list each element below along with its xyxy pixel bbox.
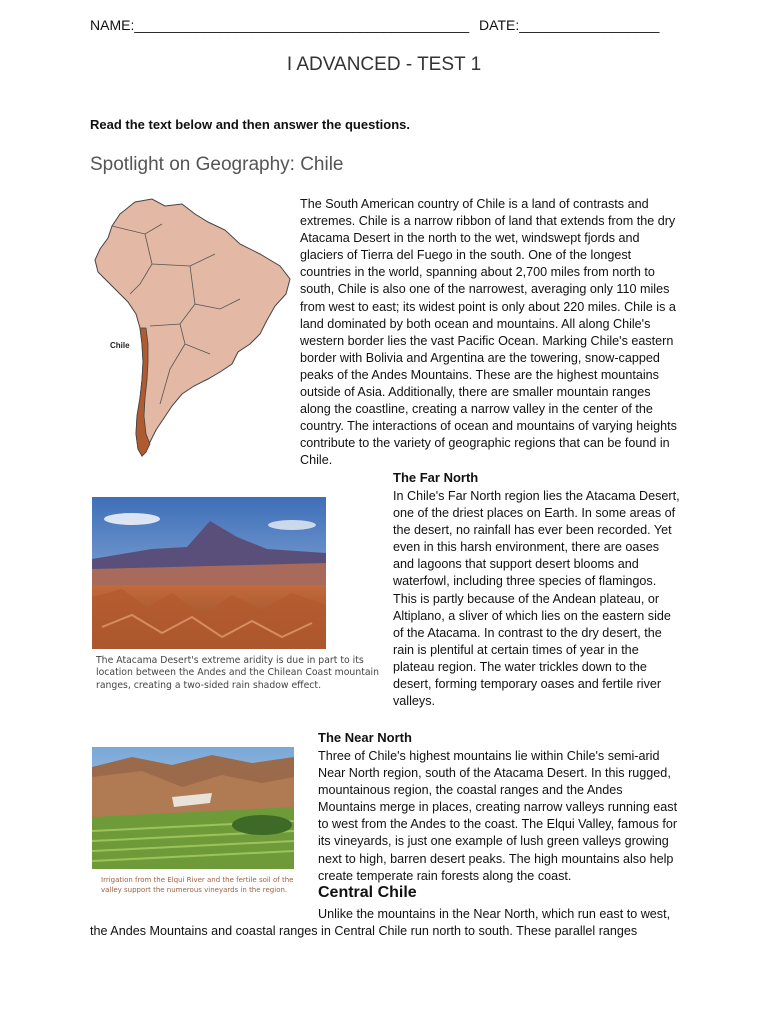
atacama-photo-caption: The Atacama Desert's extreme aridity is due in part to its location between the Andes and the Chilean Coast mountain ranges, creating a two-sided rain shadow effect. <box>96 655 380 691</box>
elqui-photo-caption: Irrigation from the Elqui River and the fertile soil of the valley support the numerous vineyards in the region. <box>101 876 294 894</box>
far-north-paragraph: In Chile's Far North region lies the Atacama Desert, one of the driest places on Earth. In some areas of the desert, no rainfall has ever been recorded. Yet even in this harsh environment, there are oases and lagoons that support desert blooms and waterfowl, including three species of flamingos. This is partly because of the Andean plateau, or Altiplano, a sliver of which lies on the eastern side of the Atacama. In contrast to the dry desert, the rain is plentiful at certain times of year in the plateau region. The water trickles down to the desert, forming temporary oases and fertile river valleys. <box>393 489 680 709</box>
atacama-desert-photo <box>92 497 326 649</box>
central-chile-heading: Central Chile <box>318 884 417 901</box>
south-america-map <box>90 194 295 460</box>
intro-paragraph: The South American country of Chile is a land of contrasts and extremes. Chile is a narrow ribbon of land that extends from the dry Atacama Desert in the north to the wet, windswept fjords and glaciers of Tierra del Fuego in the south. One of the longest countries in the world, spanning about 2,700 miles from north to south, Chile is also one of the narrowest, averaging only 110 miles from west to east; its widest point is only about 220 miles. Chile is a land dominated by both ocean and mountains. All along Chile's western border lies the vast Pacific Ocean. Marking Chile's eastern border with Bolivia and Argentina are the towering, snow-capped peaks of the Andes Mountains. These are the highest mountains outside of Asia. Additionally, there are smaller mountain ranges along the coastline, creating a narrow valley in the center of the country. The interactions of ocean and mountains of varying heights contribute to the variety of geographic regions that can be found in Chile. <box>300 197 677 468</box>
date-field-label: DATE:__________________ <box>479 17 660 33</box>
near-north-heading: The Near North <box>318 730 412 745</box>
name-field-label: NAME:___________________________________________ <box>90 17 470 33</box>
continent-shape <box>95 199 290 456</box>
near-north-paragraph: Three of Chile's highest mountains lie within Chile's semi-arid Near North region, south of the Atacama Desert. In this rugged, mountainous region, the coastal ranges and the Andes Mountains merge in places, creating narrow valleys running east to west from the Andes to the coast. The Elqui Valley, famous for its vineyards, is just one example of lush green valleys growing next to high, barren desert peaks. The high mountains also help create temperate rain forests along the coast. <box>318 749 678 883</box>
elqui-valley-photo <box>92 747 294 869</box>
central-chile-text-line-2: the Andes Mountains and coastal ranges in Central Chile run north to south. These parallel ranges <box>90 924 638 938</box>
instructions: Read the text below and then answer the questions. <box>90 117 410 132</box>
chile-map-label: Chile <box>110 341 130 350</box>
central-chile-text-line-1: Unlike the mountains in the Near North, which run east to west, <box>318 907 671 921</box>
far-north-heading: The Far North <box>393 470 479 485</box>
test-title: I ADVANCED - TEST 1 <box>286 54 482 75</box>
header <box>90 17 680 33</box>
article-heading: Spotlight on Geography: Chile <box>90 154 344 175</box>
